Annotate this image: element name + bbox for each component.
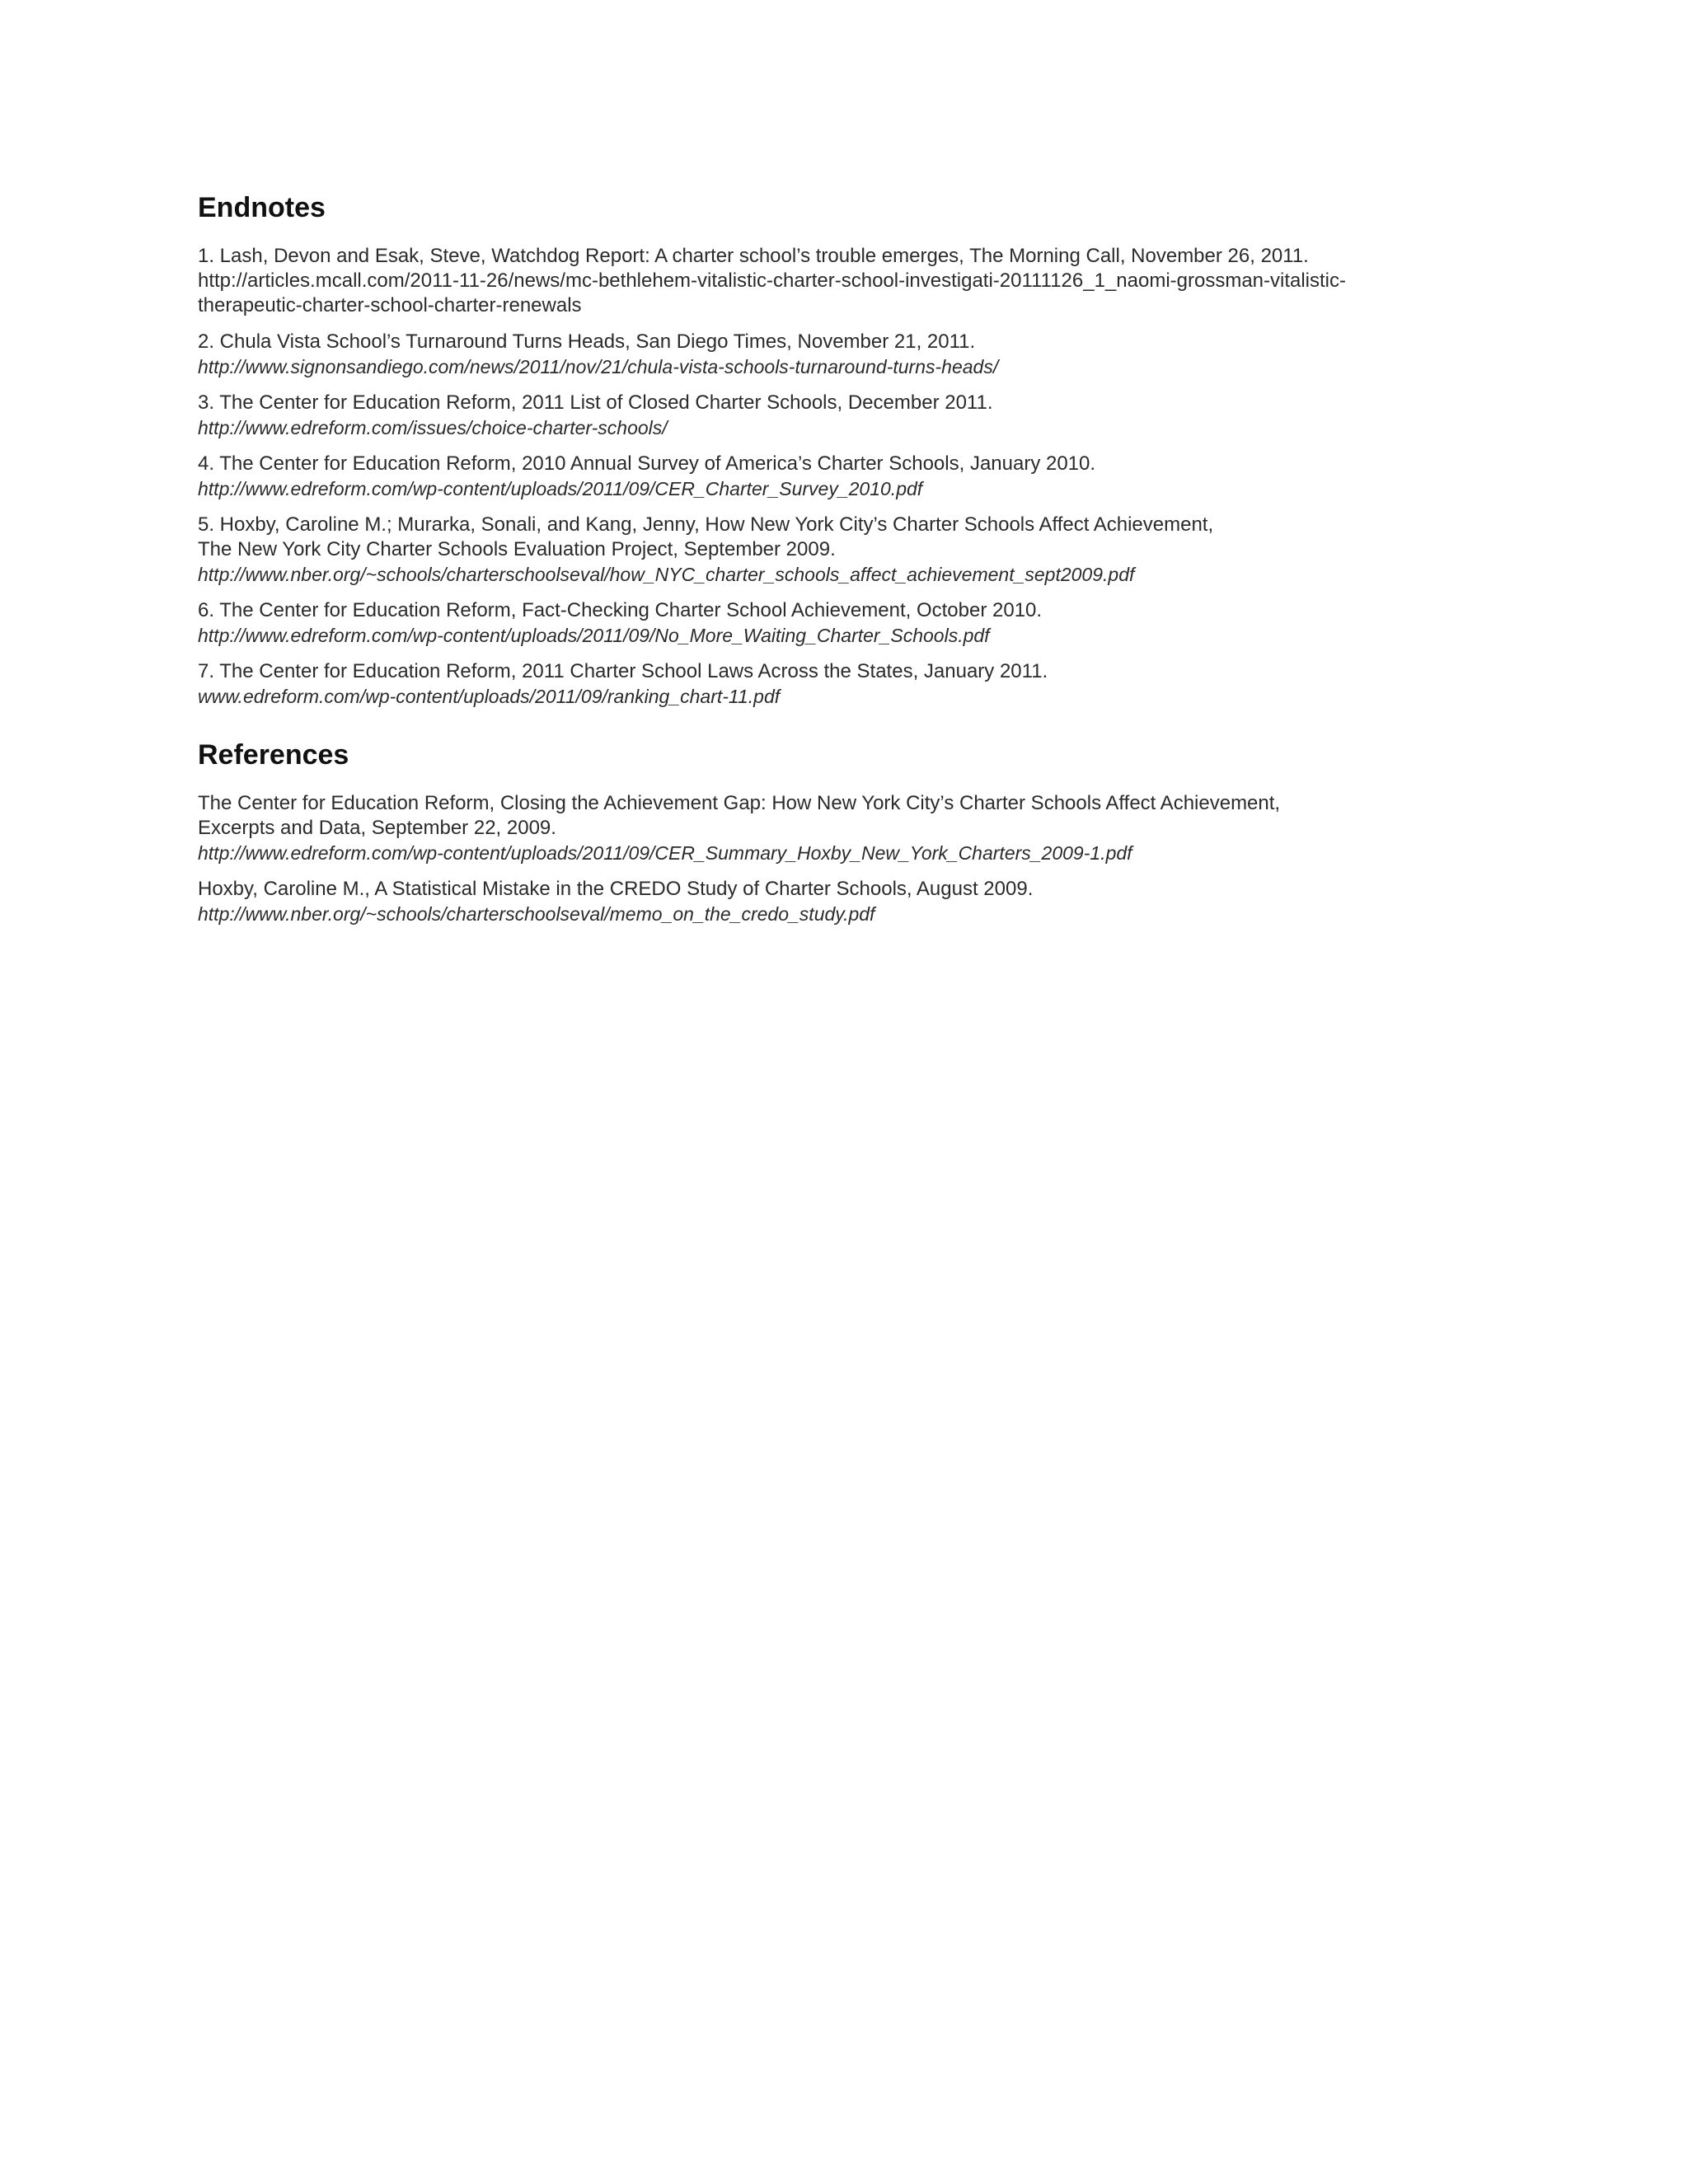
endnote-5: [198, 513, 1385, 587]
endnote-7: [198, 659, 1385, 709]
endnote-url[interactable]: http://www.nber.org/~schools/charterschoolseval/how_NYC_charter_schools_affect_achievement_sept2009.pdf: [198, 564, 1135, 585]
endnote-url[interactable]: http://articles.mcall.com/2011-11-26/news/mc-bethlehem-vitalistic-charter-school-investigati-20111126_1_naomi-grossman-vitalistic-: [198, 269, 1347, 292]
endnote-3: [198, 391, 1385, 440]
endnote-text: 1. Lash, Devon and Esak, Steve, Watchdog Report: A charter school’s trouble emerges, The Morning Call, November 26, 2011.: [198, 245, 1309, 267]
endnote-text: 7. The Center for Education Reform, 2011 Charter School Laws Across the States, January 2011.: [198, 660, 1048, 682]
reference-text: The Center for Education Reform, Closing the Achievement Gap: How New York City’s Charter Schools Affect Achievement,: [198, 792, 1281, 814]
endnote-text: 6. The Center for Education Reform, Fact-Checking Charter School Achievement, October 2010.: [198, 599, 1043, 621]
endnote-url-continued[interactable]: therapeutic-charter-school-charter-renewals: [198, 294, 582, 316]
endnote-text: 3. The Center for Education Reform, 2011 List of Closed Charter Schools, December 2011.: [198, 391, 993, 414]
endnote-text: 4. The Center for Education Reform, 2010 Annual Survey of America’s Charter Schools, January 2010.: [198, 452, 1096, 475]
document-page: [198, 191, 1385, 938]
reference-2: [198, 877, 1385, 926]
reference-text: Hoxby, Caroline M., A Statistical Mistake in the CREDO Study of Charter Schools, August 2009.: [198, 878, 1034, 900]
reference-url[interactable]: http://www.nber.org/~schools/charterschoolseval/memo_on_the_credo_study.pdf: [198, 903, 875, 925]
endnote-6: [198, 598, 1385, 648]
endnote-url[interactable]: http://www.signonsandiego.com/news/2011/nov/21/chula-vista-schools-turnaround-turns-heads/: [198, 356, 999, 377]
endnote-url[interactable]: http://www.edreform.com/wp-content/uploads/2011/09/No_More_Waiting_Charter_Schools.pdf: [198, 625, 990, 646]
endnotes-heading: Endnotes: [198, 192, 326, 223]
endnote-text: 2. Chula Vista School’s Turnaround Turns Heads, San Diego Times, November 21, 2011.: [198, 330, 976, 353]
reference-url[interactable]: http://www.edreform.com/wp-content/uploads/2011/09/CER_Summary_Hoxby_New_York_Charters_2009-1.pdf: [198, 842, 1132, 864]
endnote-4: [198, 452, 1385, 501]
endnote-1: [198, 244, 1385, 318]
endnote-text-continued: The New York City Charter Schools Evaluation Project, September 2009.: [198, 538, 836, 560]
endnote-url[interactable]: www.edreform.com/wp-content/uploads/2011/09/ranking_chart-11.pdf: [198, 686, 781, 707]
endnote-2: [198, 330, 1385, 379]
references-heading: References: [198, 739, 349, 771]
endnote-url[interactable]: http://www.edreform.com/wp-content/uploads/2011/09/CER_Charter_Survey_2010.pdf: [198, 478, 923, 499]
endnote-text: 5. Hoxby, Caroline M.; Murarka, Sonali, and Kang, Jenny, How New York City’s Charter Schools Affect Achievement,: [198, 513, 1214, 536]
reference-1: [198, 791, 1385, 865]
reference-text-continued: Excerpts and Data, September 22, 2009.: [198, 817, 556, 839]
endnote-url[interactable]: http://www.edreform.com/issues/choice-charter-schools/: [198, 417, 668, 438]
